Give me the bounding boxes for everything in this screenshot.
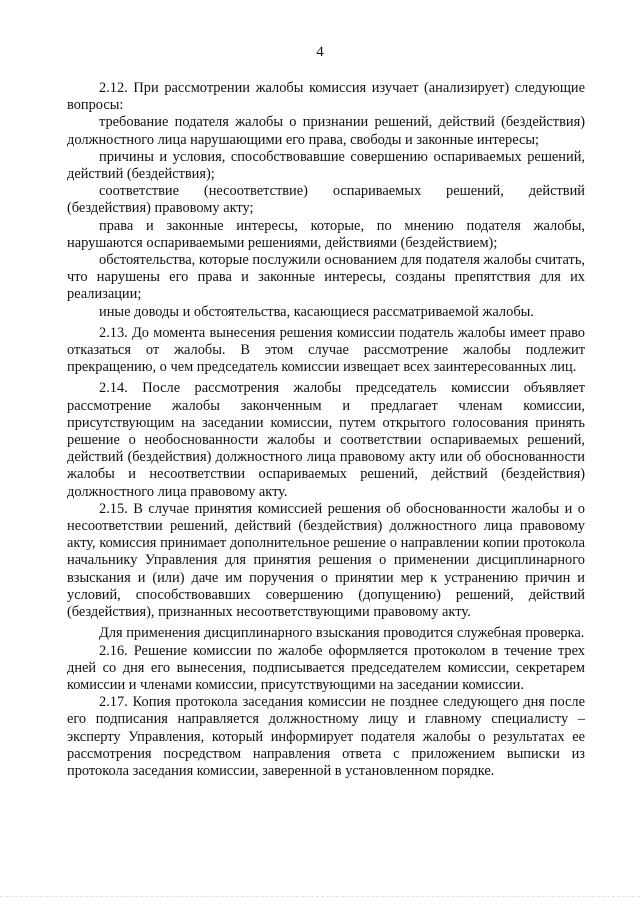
paragraph-disciplinary-check: Для применения дисциплинарного взыскания проводится служебная проверка. bbox=[99, 625, 585, 642]
list-item-other-arguments: иные доводы и обстоятельства, касающиеся рассматриваемой жалобы. bbox=[99, 303, 534, 320]
paragraph-2-14: 2.14. После рассмотрения жалобы председатель комиссии объявляет рассмотрение жалобы законченным и предлагает членам комиссии, присутствующим на заседании комиссии, путем открытого голосования принять решение о необоснованности жалобы и соответствии оспариваемых решений, действий (бездействия) должностного лица правовому акту или об обоснованности жалобы и несоответствии оспариваемых решений, действий (бездействия) должностного лица правовому акту. bbox=[67, 380, 585, 500]
page-number: 4 bbox=[316, 44, 324, 60]
list-item-circumstances: обстоятельства, которые послужили основанием для подателя жалобы считать, что нарушены его права и законные интересы, созданы препятствия для их реализации; bbox=[67, 252, 585, 303]
document-body bbox=[67, 80, 585, 780]
list-item-rights: права и законные интересы, которые, по мнению подателя жалобы, нарушаются оспариваемыми решениями, действиями (бездействием); bbox=[67, 217, 585, 251]
list-item-conformity: соответствие (несоответствие) оспариваемых решений, действий (бездействия) правовому акту; bbox=[67, 183, 585, 217]
paragraph-2-13: 2.13. До момента вынесения решения комиссии податель жалобы имеет право отказаться от жалобы. В этом случае рассмотрение жалобы подлежит прекращению, о чем председатель комиссии извещает всех заинтересованных лиц. bbox=[67, 324, 585, 376]
list-item-causes: причины и условия, способствовавшие совершению оспариваемых решений, действий (бездействия); bbox=[67, 148, 585, 183]
list-item-requirement: требование подателя жалобы о признании решений, действий (бездействия) должностного лица нарушающими его права, свободы и законные интересы; bbox=[67, 114, 585, 148]
scan-bottom-edge bbox=[0, 896, 640, 905]
paragraph-2-16: 2.16. Решение комиссии по жалобе оформляется протоколом в течение трех дней со дня его вынесения, подписывается председателем комиссии, секретарем комиссии и членами комиссии, присутствующими на заседании комиссии. bbox=[67, 642, 585, 693]
paragraph-2-17: 2.17. Копия протокола заседания комиссии не позднее следующего дня после его подписания направляется должностному лицу и главному специалисту – эксперту Управления, который информирует подателя жалобы о результатах ее рассмотрения посредством направления ответа с приложением выписки из протокола заседания комиссии, заверенной в установленном порядке. bbox=[67, 694, 585, 779]
paragraph-2-12: 2.12. При рассмотрении жалобы комиссия изучает (анализирует) следующие вопросы: bbox=[67, 80, 585, 114]
paragraph-2-15: 2.15. В случае принятия комиссией решения об обоснованности жалобы и о несоответствии решений, действий (бездействия) должностного лица правовому акту, комиссия принимает дополнительное решение о направлении копии протокола начальнику Управления для принятия решения о применении дисциплинарного взыскания и (или) даче им поручения о принятии мер к устранению причин и условий, способствовавших совершению (допущению) решений, действий (бездействия), признанных несоответствующими правовому акту. bbox=[67, 500, 585, 621]
